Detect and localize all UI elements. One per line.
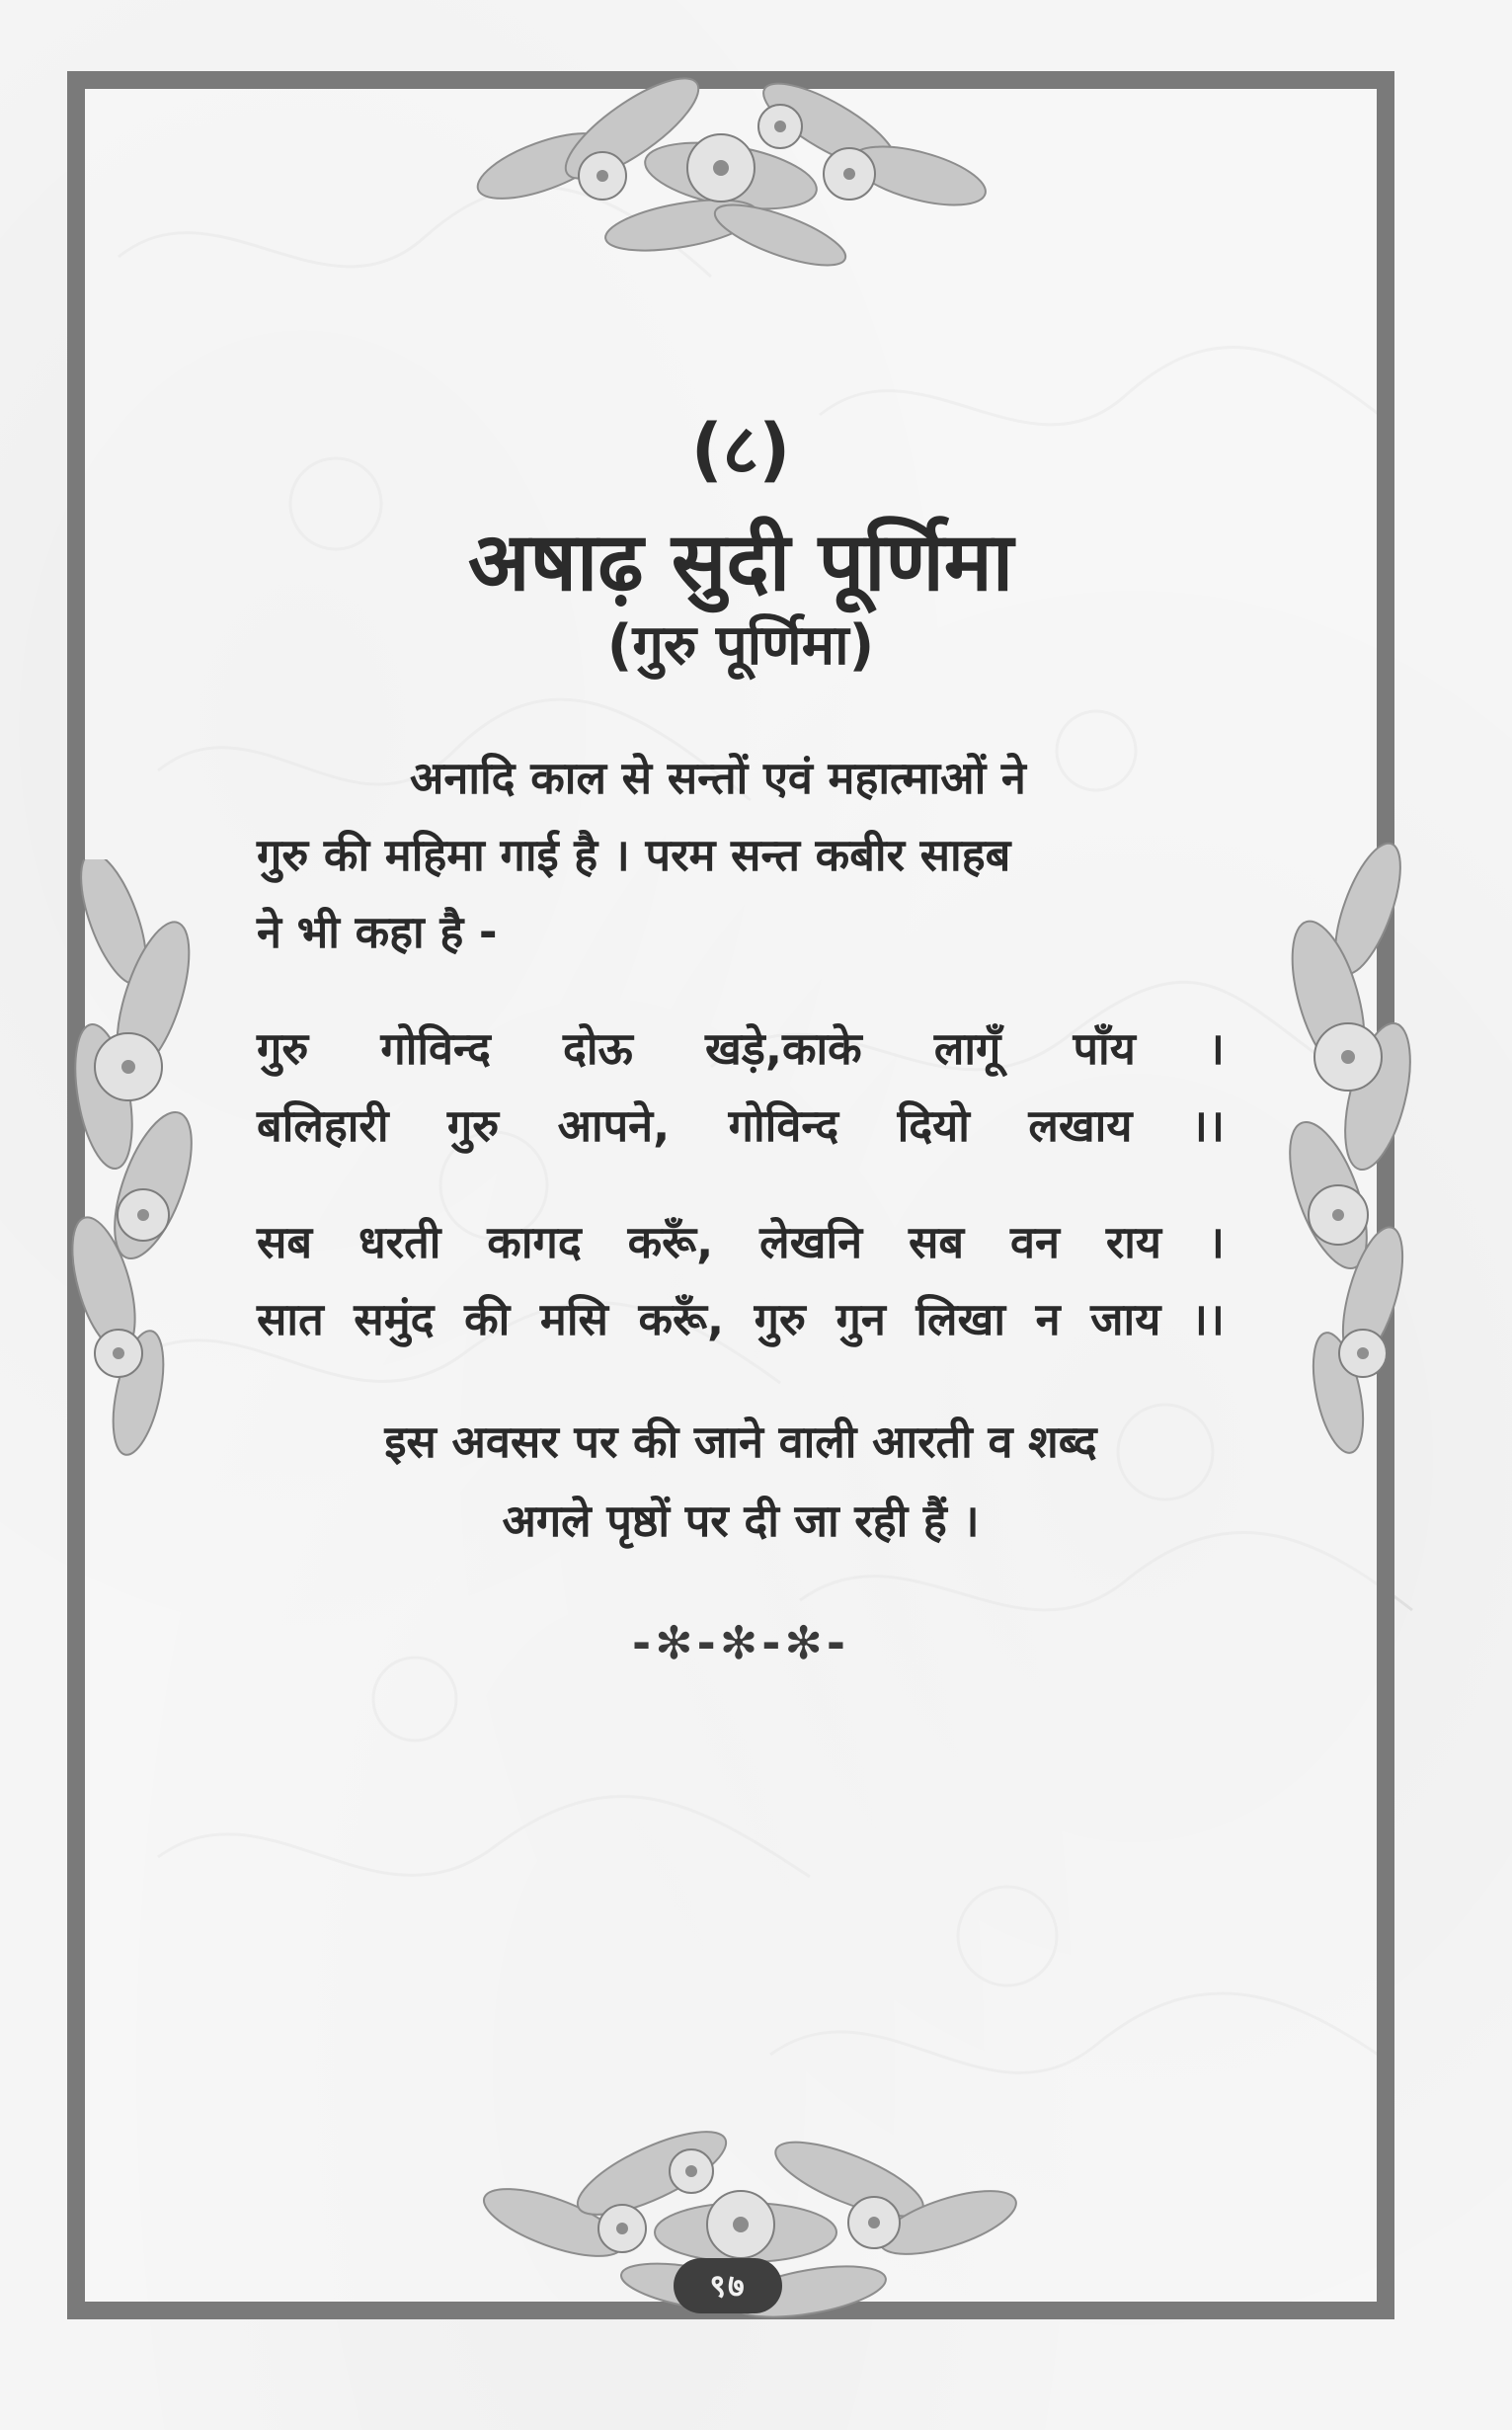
- floral-ornament-left: [35, 859, 242, 1492]
- verse-1-line-1: गुरु गोविन्द दोऊ खड़े,काके लागूँ पाँय ।: [257, 1021, 1225, 1075]
- closing-note: [257, 1403, 1225, 1561]
- verse-2-line-1: सब धरती कागद करूँ, लेखनि सब वन राय ।: [257, 1215, 1225, 1268]
- section-divider: -✻-✻-✻-: [632, 1615, 849, 1669]
- intro-line-2: गुरु की महिमा गाई है । परम सन्त कबीर साहब: [257, 828, 1011, 881]
- verse-block-1: [257, 1011, 1225, 1165]
- floral-ornament-top: [425, 57, 1037, 304]
- intro-paragraph: [257, 740, 1225, 971]
- closing-line-1: इस अवसर पर की जाने वाली आरती व शब्द: [384, 1415, 1097, 1468]
- verse-block-2: [257, 1204, 1225, 1358]
- page-number-badge: ९७: [674, 2258, 782, 2313]
- closing-line-2: अगले पृष्ठों पर दी जा रही हैं ।: [502, 1494, 980, 1547]
- verse-1-line-2: बलिहारी गुरु आपने, गोविन्द दियो लखाय ।।: [257, 1098, 1225, 1152]
- intro-line-3: ने भी कहा है -: [257, 905, 498, 958]
- intro-line-1-text: अनादि काल से सन्तों एवं महात्माओं ने: [410, 751, 1026, 804]
- page-subtitle: (गुरु पूर्णिमा): [606, 613, 875, 679]
- page-title: अषाढ़ सुदी पूर्णिमा: [467, 516, 1014, 609]
- floral-ornament-right: [1230, 840, 1457, 1472]
- intro-line-1: [257, 740, 1225, 817]
- page-content: [257, 409, 1225, 1669]
- chapter-number: (८): [690, 409, 791, 490]
- verse-2-line-2: सात समुंद की मसि करूँ, गुरु गुन लिखा न जाय ।।: [257, 1292, 1225, 1345]
